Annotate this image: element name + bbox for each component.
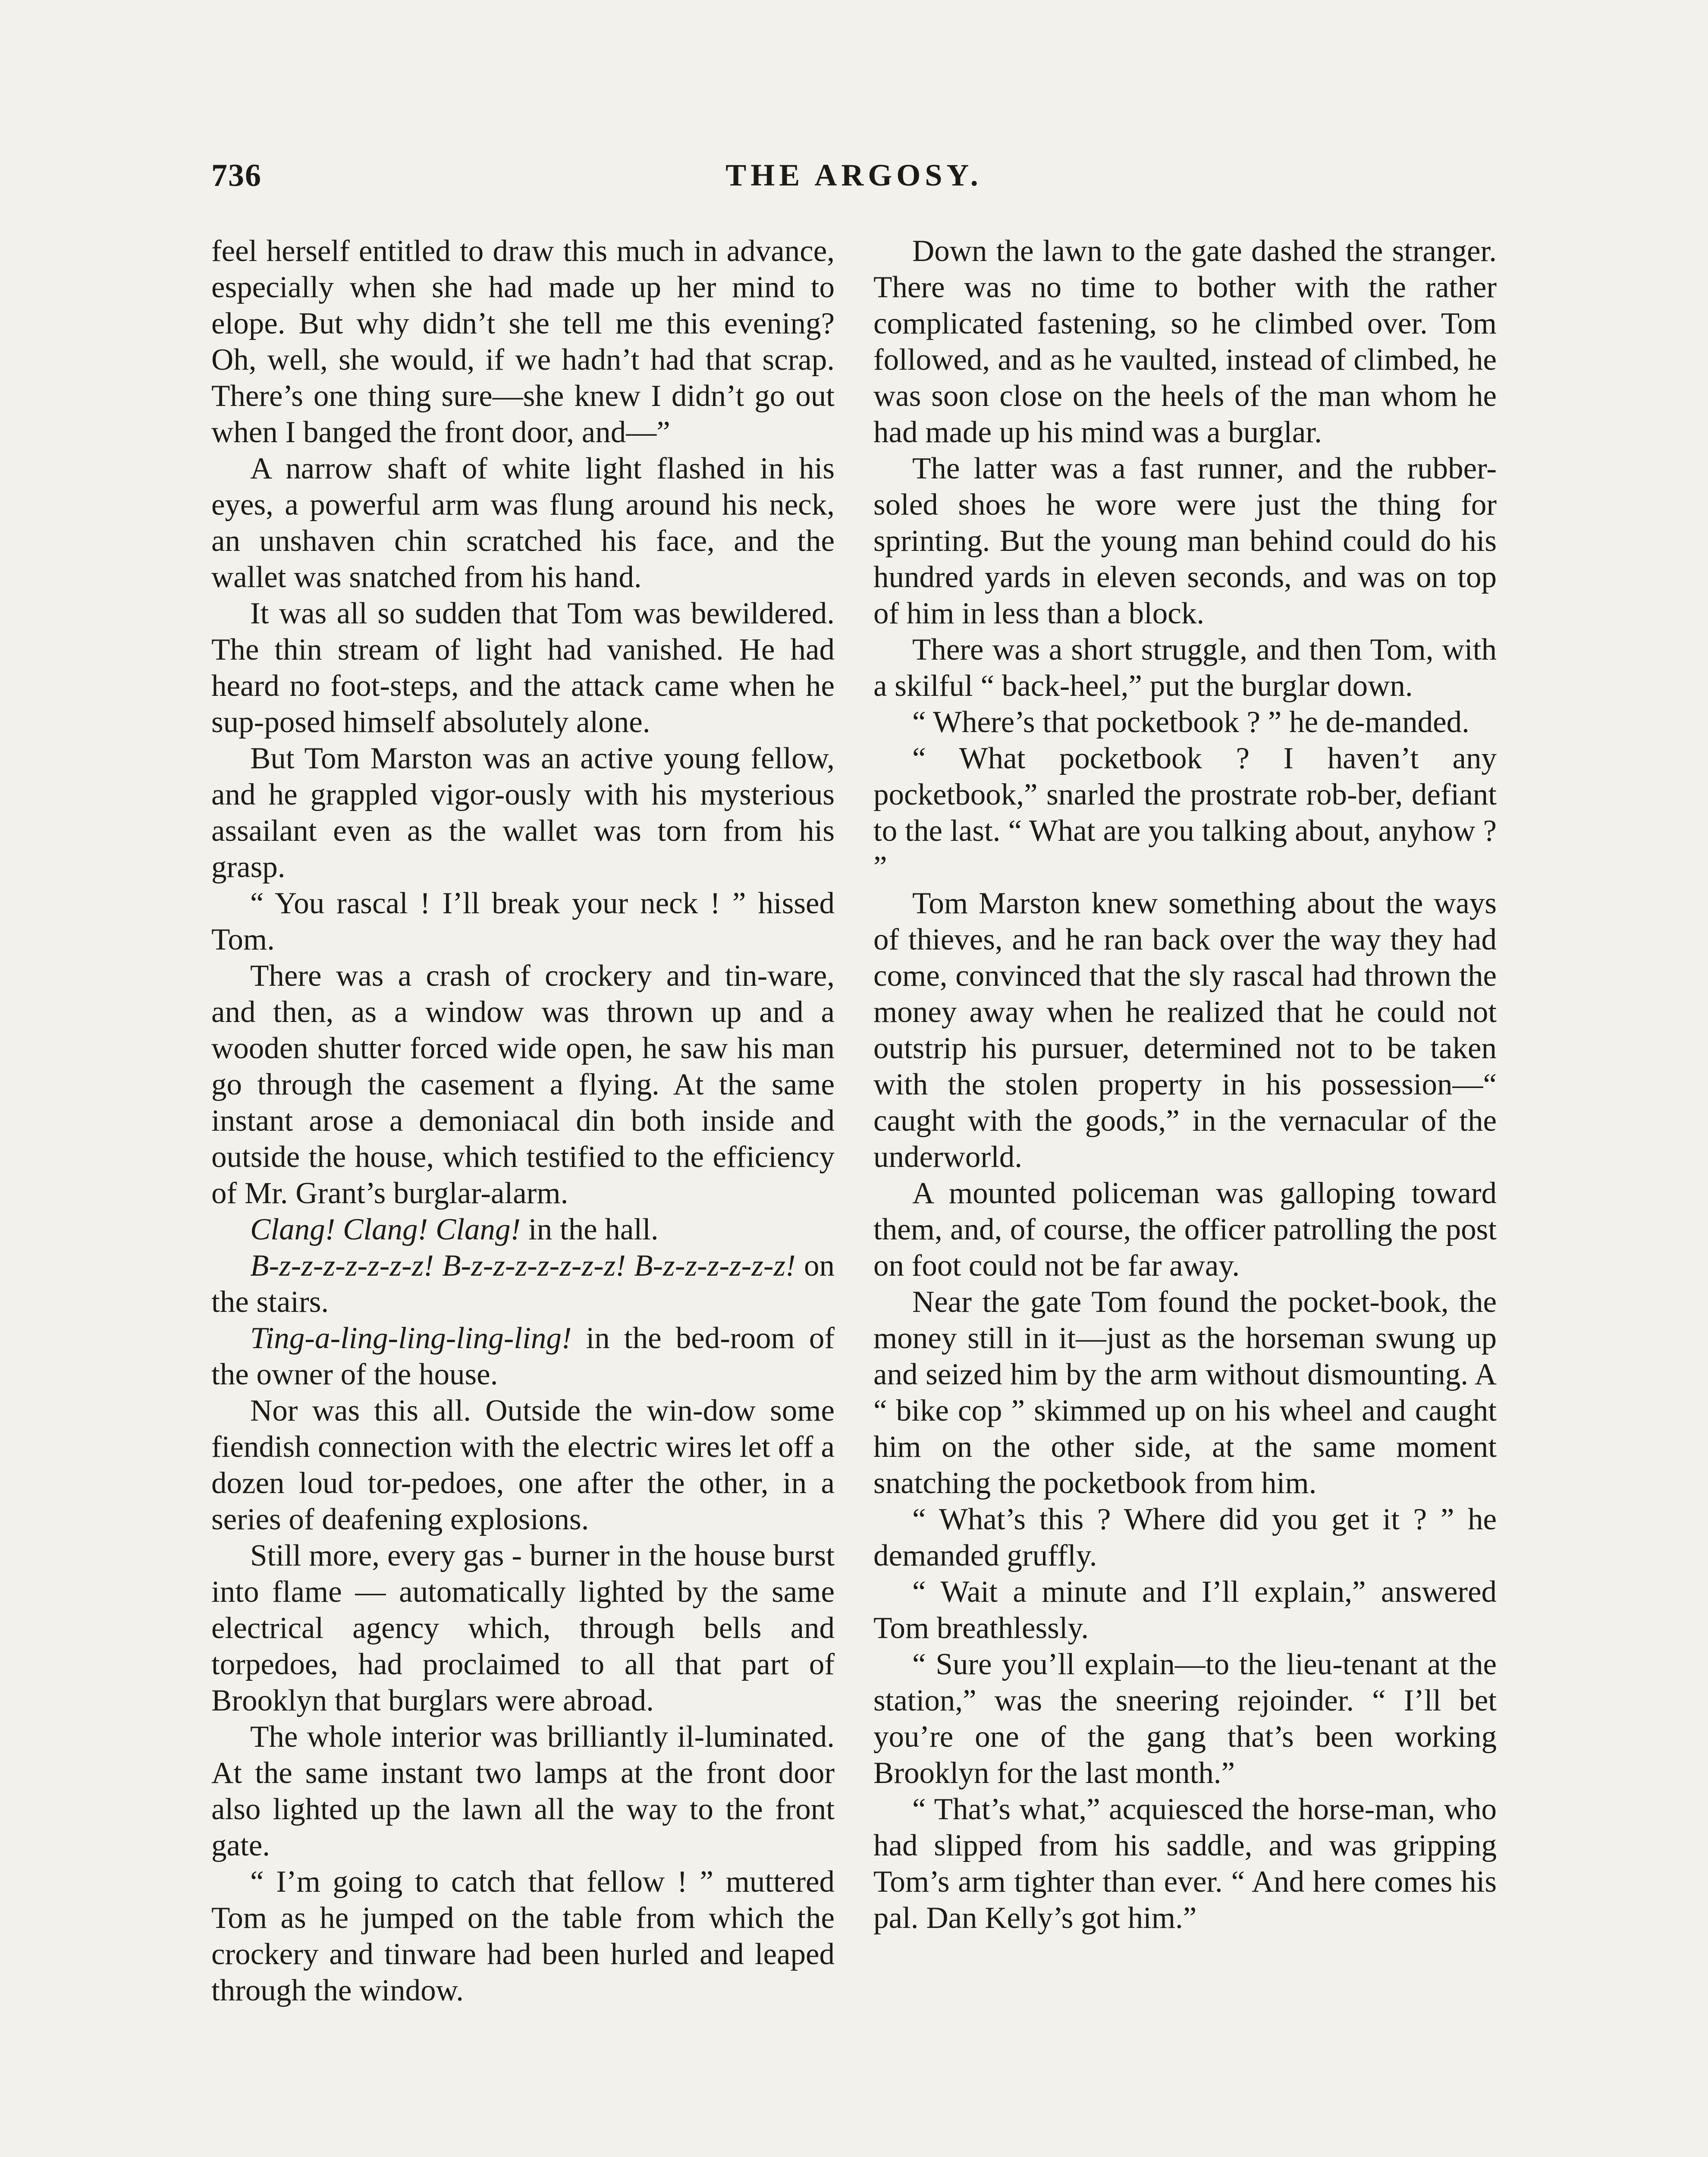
alarm-sound-text: Clang! Clang! Clang! [250, 1213, 521, 1246]
alarm-location-text: on the stairs. [211, 1249, 835, 1319]
paragraph: “ What pocketbook ? I haven’t any pocketbook,” snarled the prostrate rob-ber, defiant to the last. “ What are you talking about, anyhow ? ” [873, 742, 1497, 884]
paragraph: “ You rascal ! I’ll break your neck ! ” hissed Tom. [211, 887, 835, 956]
paragraph: “ Wait a minute and I’ll explain,” answered Tom breathlessly. [873, 1575, 1497, 1645]
paragraph: There was a crash of crockery and tin-ware, and then, as a window was thrown up and a wooden shutter forced wide open, he saw his man go through the casement a flying. At the same instant arose a demoniacal din both inside and outside the house, which testified to the efficiency of Mr. Grant’s burglar-alarm. [211, 959, 835, 1210]
alarm-line-clang [211, 1211, 835, 1248]
paragraph: feel herself entitled to draw this much in advance, especially when she had made up her mind to elope. But why didn’t she tell me this evening? Oh, well, she would, if we hadn’t had that scrap. There’s one thing sure—she knew I didn’t go out when I banged the front door, and—” [211, 234, 835, 449]
paragraph: Down the lawn to the gate dashed the stranger. There was no time to bother with the rather complicated fastening, so he climbed over. Tom followed, and as he vaulted, instead of climbed, he was soon close on the heels of the man whom he had made up his mind was a burglar. [873, 234, 1497, 449]
paragraph: A mounted policeman was galloping toward them, and, of course, the officer patrolling the post on foot could not be far away. [873, 1176, 1497, 1283]
page-header [211, 157, 1497, 209]
paragraph: Near the gate Tom found the pocket-book, the money still in it—just as the horseman swung up and seized him by the arm without dismounting. A “ bike cop ” skimmed up on his wheel and caught him on the other side, at the same moment snatching the pocketbook from him. [873, 1285, 1497, 1500]
paragraph: Still more, every gas - burner in the house burst into flame — automatically lighted by the same electrical agency which, through bells and torpedoes, had proclaimed to all that part of Brooklyn that burglars were abroad. [211, 1539, 835, 1717]
alarm-line-buzz [211, 1248, 835, 1320]
paragraph: The latter was a fast runner, and the rubber-soled shoes he wore were just the thing for sprinting. But the young man behind could do his hundred yards in eleven seconds, and was on top of him in less than a block. [873, 452, 1497, 630]
paragraph: “ That’s what,” acquiesced the horse-man, who had slipped from his saddle, and was gripping Tom’s arm tighter than ever. “ And here comes his pal. Dan Kelly’s got him.” [873, 1792, 1497, 1935]
paragraph: Nor was this all. Outside the win-dow some fiendish connection with the electric wires let off a dozen loud tor-pedoes, one after the other, in a series of deafening explosions. [211, 1394, 835, 1536]
left-column [211, 233, 835, 2157]
alarm-sound-text: Ting-a-ling-ling-ling-ling! [250, 1321, 572, 1355]
alarm-location-text: in the hall. [521, 1213, 659, 1246]
paragraph: A narrow shaft of white light flashed in his eyes, a powerful arm was flung around his neck, an unshaven chin scratched his face, and the wallet was snatched from his hand. [211, 452, 835, 594]
paragraph: The whole interior was brilliantly il-luminated. At the same instant two lamps at the front door also lighted up the lawn all the way to the front gate. [211, 1720, 835, 1862]
alarm-location-text: in the bed-room of the owner of the house. [211, 1321, 835, 1391]
paragraph: “ Where’s that pocketbook ? ” he de-manded. [912, 705, 1469, 739]
right-column [873, 233, 1497, 2157]
paragraph: There was a short struggle, and then Tom, with a skilful “ back-heel,” put the burglar down. [873, 633, 1497, 703]
paragraph: “ Sure you’ll explain—to the lieu-tenant at the station,” was the sneering rejoinder. “ I’ll bet you’re one of the gang that’s been working Brooklyn for the last month.” [873, 1648, 1497, 1790]
paragraph: It was all so sudden that Tom was bewildered. The thin stream of light had vanished. He had heard no foot-steps, and the attack came when he sup-posed himself absolutely alone. [211, 597, 835, 739]
paragraph: “ I’m going to catch that fellow ! ” muttered Tom as he jumped on the table from which the crockery and tinware had been hurled and leaped through the window. [211, 1865, 835, 2007]
running-head: THE ARGOSY. [725, 158, 983, 192]
alarm-line-ting [211, 1320, 835, 1393]
paragraph: Tom Marston knew something about the ways of thieves, and he ran back over the way they had come, convinced that the sly rascal had thrown the money away when he realized that he could not outstrip his pursuer, determined not to be taken with the stolen property in his possession—“ caught with the goods,” in the vernacular of the underworld. [873, 887, 1497, 1174]
alarm-sound-text: B-z-z-z-z-z-z-z! B-z-z-z-z-z-z-z! B-z-z-z-z-z-z! [250, 1249, 796, 1283]
paragraph: “ What’s this ? Where did you get it ? ” he demanded gruffly. [873, 1503, 1497, 1572]
page-number: 736 [211, 158, 262, 193]
paragraph: But Tom Marston was an active young fellow, and he grappled vigor-ously with his mysterious assailant even as the wallet was torn from his grasp. [211, 742, 835, 884]
